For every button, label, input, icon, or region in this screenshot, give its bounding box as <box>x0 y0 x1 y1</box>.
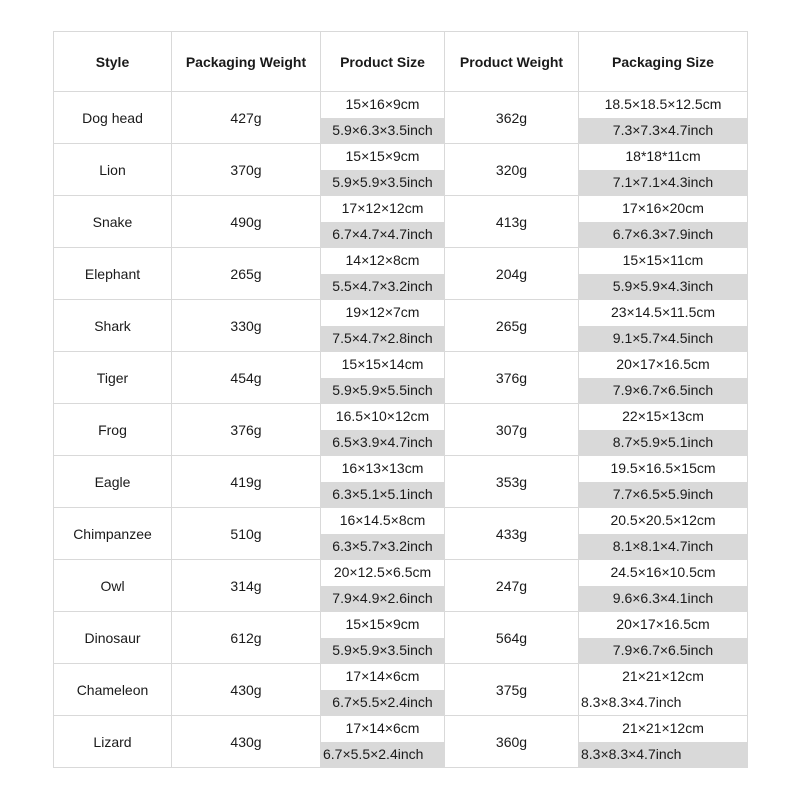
packaging-size-cm: 21×21×12cm <box>579 716 747 742</box>
product-weight-cell: 433g <box>445 508 579 560</box>
header-row <box>54 32 748 92</box>
packaging-weight-cell: 430g <box>172 716 321 768</box>
packaging-size-cm: 18.5×18.5×12.5cm <box>579 92 747 118</box>
product-weight-cell: 204g <box>445 248 579 300</box>
style-cell: Snake <box>54 196 172 248</box>
table-row <box>54 92 748 144</box>
packaging-weight-cell: 454g <box>172 352 321 404</box>
packaging-size-inch: 5.9×5.9×4.3inch <box>579 274 747 300</box>
table-row <box>54 560 748 612</box>
product-weight-cell: 564g <box>445 612 579 664</box>
packaging-size-inch: 9.1×5.7×4.5inch <box>579 326 747 352</box>
packaging-size-inch: 8.3×8.3×4.7inch <box>579 742 747 768</box>
packaging-size-cell <box>579 664 748 716</box>
product-size-cell <box>321 248 445 300</box>
product-weight-cell: 375g <box>445 664 579 716</box>
packaging-size-cell <box>579 612 748 664</box>
style-cell: Elephant <box>54 248 172 300</box>
product-size-cell <box>321 196 445 248</box>
packaging-size-cm: 15×15×11cm <box>579 248 747 274</box>
header-packaging-weight: Packaging Weight <box>172 32 321 92</box>
product-size-cell <box>321 560 445 612</box>
product-size-cm: 19×12×7cm <box>321 300 444 326</box>
packaging-size-cm: 20×17×16.5cm <box>579 352 747 378</box>
product-size-cell <box>321 300 445 352</box>
packaging-size-cell <box>579 196 748 248</box>
product-size-inch: 6.7×5.5×2.4inch <box>321 742 444 768</box>
packaging-size-inch: 7.1×7.1×4.3inch <box>579 170 747 196</box>
packaging-size-cm: 20.5×20.5×12cm <box>579 508 747 534</box>
product-size-cell <box>321 612 445 664</box>
packaging-size-cm: 17×16×20cm <box>579 196 747 222</box>
packaging-size-cell <box>579 248 748 300</box>
table-row <box>54 456 748 508</box>
packaging-size-inch: 7.9×6.7×6.5inch <box>579 378 747 404</box>
packaging-size-inch: 8.1×8.1×4.7inch <box>579 534 747 560</box>
product-weight-cell: 376g <box>445 352 579 404</box>
packaging-size-cm: 24.5×16×10.5cm <box>579 560 747 586</box>
style-cell: Frog <box>54 404 172 456</box>
product-size-cm: 16×13×13cm <box>321 456 444 482</box>
product-weight-cell: 413g <box>445 196 579 248</box>
style-cell: Dinosaur <box>54 612 172 664</box>
table-row <box>54 664 748 716</box>
table-row <box>54 300 748 352</box>
packaging-size-cell <box>579 92 748 144</box>
table-row <box>54 144 748 196</box>
product-size-cm: 17×14×6cm <box>321 716 444 742</box>
packaging-size-cell <box>579 404 748 456</box>
style-cell: Chimpanzee <box>54 508 172 560</box>
packaging-size-cm: 18*18*11cm <box>579 144 747 170</box>
packaging-weight-cell: 370g <box>172 144 321 196</box>
style-cell: Shark <box>54 300 172 352</box>
product-size-cm: 16×14.5×8cm <box>321 508 444 534</box>
packaging-weight-cell: 510g <box>172 508 321 560</box>
size-weight-table <box>53 31 748 768</box>
packaging-size-cm: 19.5×16.5×15cm <box>579 456 747 482</box>
style-cell: Tiger <box>54 352 172 404</box>
header-style: Style <box>54 32 172 92</box>
packaging-size-cell <box>579 560 748 612</box>
packaging-size-inch: 7.7×6.5×5.9inch <box>579 482 747 508</box>
packaging-weight-cell: 419g <box>172 456 321 508</box>
packaging-weight-cell: 330g <box>172 300 321 352</box>
product-size-cm: 15×15×14cm <box>321 352 444 378</box>
packaging-size-cm: 23×14.5×11.5cm <box>579 300 747 326</box>
packaging-size-cell <box>579 716 748 768</box>
product-weight-cell: 320g <box>445 144 579 196</box>
packaging-weight-cell: 430g <box>172 664 321 716</box>
product-size-cm: 20×12.5×6.5cm <box>321 560 444 586</box>
product-size-inch: 6.3×5.1×5.1inch <box>321 482 444 508</box>
product-size-inch: 6.5×3.9×4.7inch <box>321 430 444 456</box>
packaging-weight-cell: 490g <box>172 196 321 248</box>
table-row <box>54 248 748 300</box>
packaging-size-cell <box>579 144 748 196</box>
product-size-cm: 17×12×12cm <box>321 196 444 222</box>
product-size-cm: 14×12×8cm <box>321 248 444 274</box>
product-weight-cell: 265g <box>445 300 579 352</box>
product-size-cm: 15×15×9cm <box>321 144 444 170</box>
product-weight-cell: 307g <box>445 404 579 456</box>
product-size-inch: 6.7×4.7×4.7inch <box>321 222 444 248</box>
product-weight-cell: 353g <box>445 456 579 508</box>
product-size-cell <box>321 352 445 404</box>
packaging-weight-cell: 265g <box>172 248 321 300</box>
packaging-weight-cell: 314g <box>172 560 321 612</box>
packaging-size-cell <box>579 352 748 404</box>
packaging-size-cell <box>579 456 748 508</box>
table-row <box>54 508 748 560</box>
product-size-cell <box>321 508 445 560</box>
product-size-cm: 16.5×10×12cm <box>321 404 444 430</box>
packaging-size-inch: 8.7×5.9×5.1inch <box>579 430 747 456</box>
style-cell: Lion <box>54 144 172 196</box>
style-cell: Dog head <box>54 92 172 144</box>
header-product-weight: Product Weight <box>445 32 579 92</box>
product-size-inch: 7.5×4.7×2.8inch <box>321 326 444 352</box>
product-size-inch: 7.9×4.9×2.6inch <box>321 586 444 612</box>
product-size-cm: 17×14×6cm <box>321 664 444 690</box>
table-row <box>54 352 748 404</box>
product-size-inch: 5.9×5.9×5.5inch <box>321 378 444 404</box>
product-size-inch: 5.5×4.7×3.2inch <box>321 274 444 300</box>
product-size-inch: 6.3×5.7×3.2inch <box>321 534 444 560</box>
table-row <box>54 404 748 456</box>
product-size-cell <box>321 716 445 768</box>
product-size-cm: 15×16×9cm <box>321 92 444 118</box>
product-weight-cell: 360g <box>445 716 579 768</box>
packaging-size-cm: 20×17×16.5cm <box>579 612 747 638</box>
packaging-size-cell <box>579 300 748 352</box>
packaging-weight-cell: 612g <box>172 612 321 664</box>
table-row <box>54 716 748 768</box>
style-cell: Owl <box>54 560 172 612</box>
packaging-size-cm: 21×21×12cm <box>579 664 747 690</box>
style-cell: Lizard <box>54 716 172 768</box>
style-cell: Chameleon <box>54 664 172 716</box>
product-size-inch: 5.9×5.9×3.5inch <box>321 638 444 664</box>
product-size-cm: 15×15×9cm <box>321 612 444 638</box>
table-row <box>54 612 748 664</box>
packaging-size-inch: 9.6×6.3×4.1inch <box>579 586 747 612</box>
header-product-size: Product Size <box>321 32 445 92</box>
packaging-size-cell <box>579 508 748 560</box>
product-size-inch: 5.9×5.9×3.5inch <box>321 170 444 196</box>
product-size-cell <box>321 144 445 196</box>
packaging-size-cm: 22×15×13cm <box>579 404 747 430</box>
product-weight-cell: 362g <box>445 92 579 144</box>
product-weight-cell: 247g <box>445 560 579 612</box>
product-size-cell <box>321 456 445 508</box>
packaging-weight-cell: 376g <box>172 404 321 456</box>
header-packaging-size: Packaging Size <box>579 32 748 92</box>
product-size-cell <box>321 664 445 716</box>
packaging-size-inch: 7.9×6.7×6.5inch <box>579 638 747 664</box>
packaging-size-inch: 7.3×7.3×4.7inch <box>579 118 747 144</box>
table-row <box>54 196 748 248</box>
product-size-cell <box>321 404 445 456</box>
product-size-inch: 5.9×6.3×3.5inch <box>321 118 444 144</box>
product-size-cell <box>321 92 445 144</box>
style-cell: Eagle <box>54 456 172 508</box>
packaging-size-inch: 6.7×6.3×7.9inch <box>579 222 747 248</box>
packaging-size-inch: 8.3×8.3×4.7inch <box>579 690 747 716</box>
product-size-inch: 6.7×5.5×2.4inch <box>321 690 444 716</box>
packaging-weight-cell: 427g <box>172 92 321 144</box>
